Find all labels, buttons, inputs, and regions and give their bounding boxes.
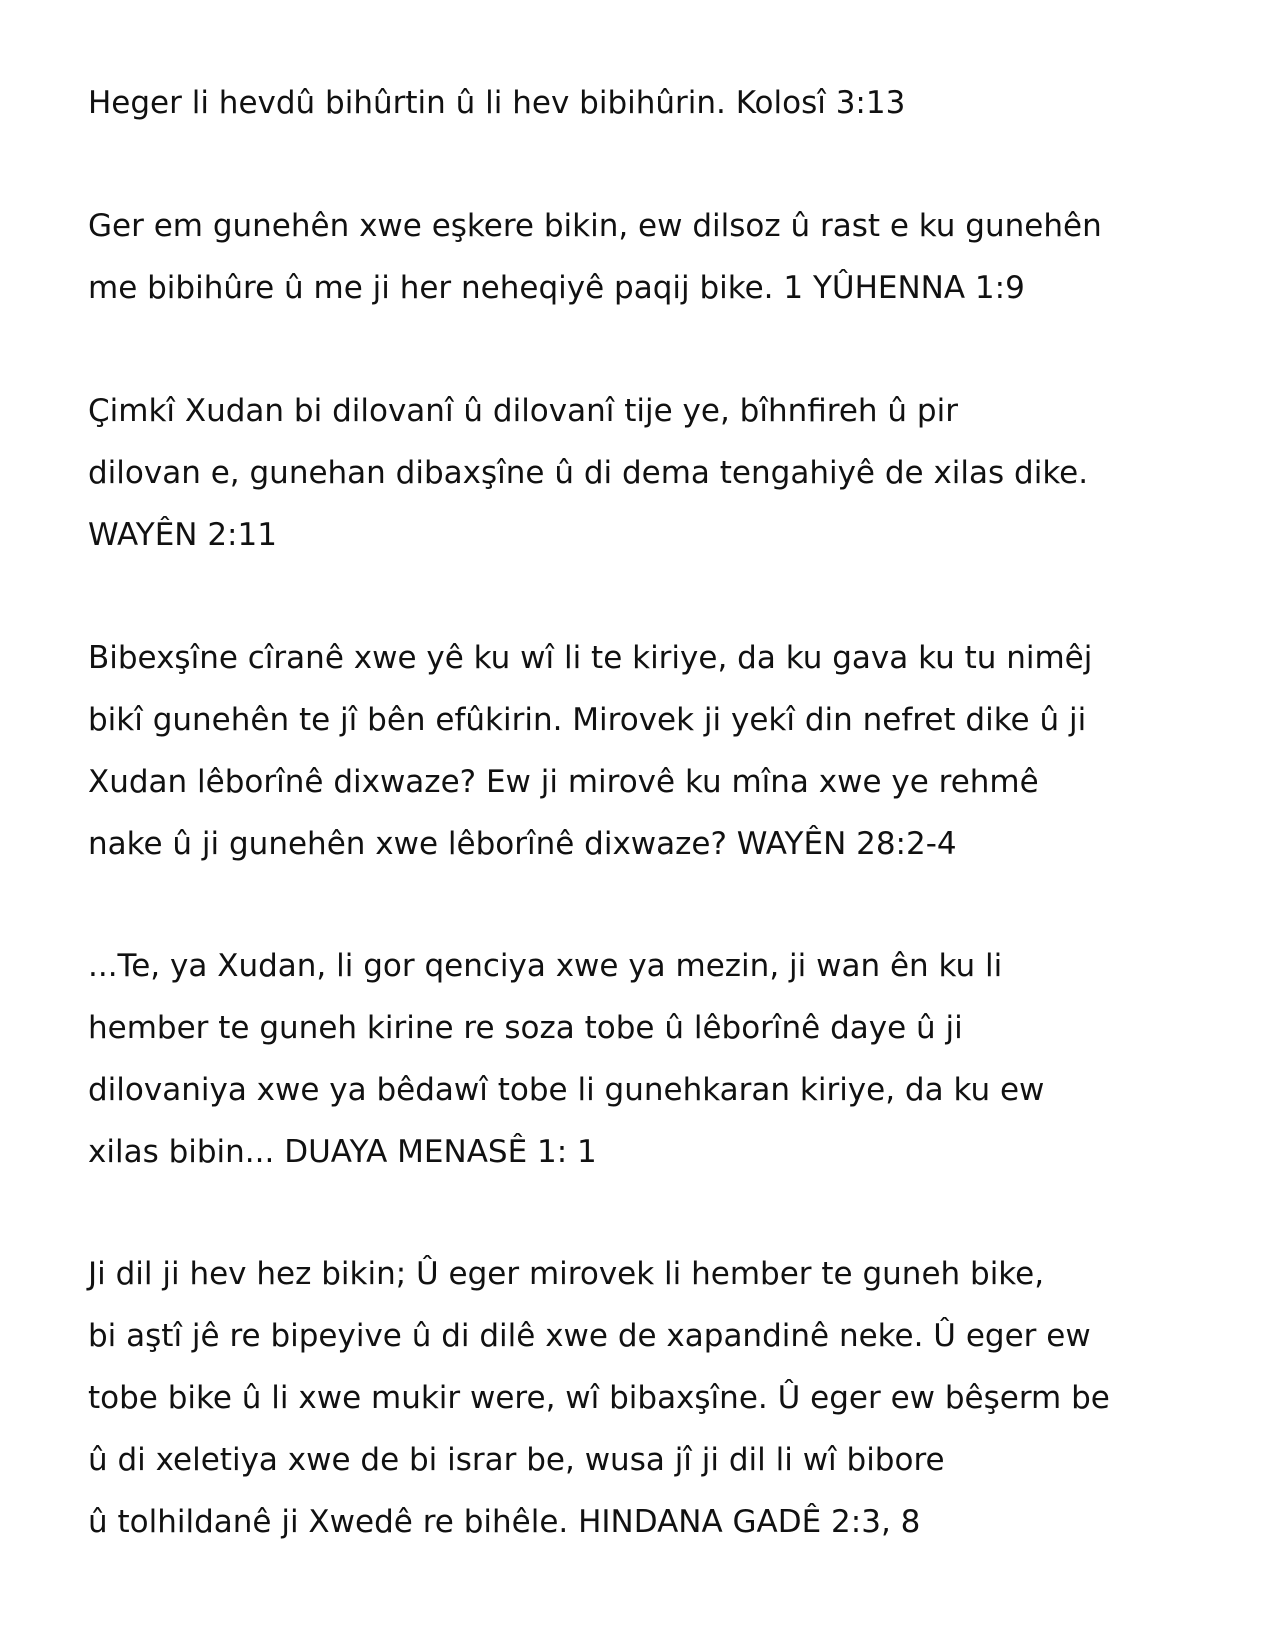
- verse-paragraph: Bibexşîne cîranê xwe yê ku wî li te kiriye, da ku gava ku tu nimêj bikî gunehên te jî bên efûkirin. Mirovek ji yekî din nefret dike û ji Xudan lêborînê dixwaze? Ew ji mirovê ku mîna xwe ye rehmê nake û ji gunehên xwe lêborînê dixwaze? WAYÊN 28:2-4: [88, 640, 1093, 862]
- verse-paragraph: Çimkî Xudan bi dilovanî û dilovanî tije ye, bîhnfireh û pir dilovan e, gunehan dibaxşîne û di dema tengahiyê de xilas dike. WAYÊN 2:11: [88, 393, 1089, 553]
- verse-paragraph: ...Te, ya Xudan, li gor qenciya xwe ya mezin, ji wan ên ku li hember te guneh kirine re soza tobe û lêborînê daye û ji dilovaniya xwe ya bêdawî tobe li gunehkaran kiriye, da ku ew xilas bibin... DUAYA MENASÊ 1: 1: [88, 948, 1045, 1170]
- verse-paragraph: Heger li hevdû bihûrtin û li hev bibihûrin. Kolosî 3:13: [88, 85, 906, 121]
- verse-paragraph: Ji dil ji hev hez bikin; Û eger mirovek li hember te guneh bike, bi aştî jê re bipeyive û di dilê xwe de xapandinê neke. Û eger ew tobe bike û li xwe mukir were, wî bibaxşîne. Û eger ew bêşerm be û di xeletiya xwe de bi israr be, wusa jî ji dil li wî bibore û tolhildanê ji Xwedê re bihêle. HINDANA GADÊ 2:3, 8: [88, 1256, 1110, 1540]
- verse-paragraph: Ger em gunehên xwe eşkere bikin, ew dilsoz û rast e ku gunehên me bibihûre û me ji her neheqiyê paqij bike. 1 YÛHENNA 1:9: [88, 208, 1102, 306]
